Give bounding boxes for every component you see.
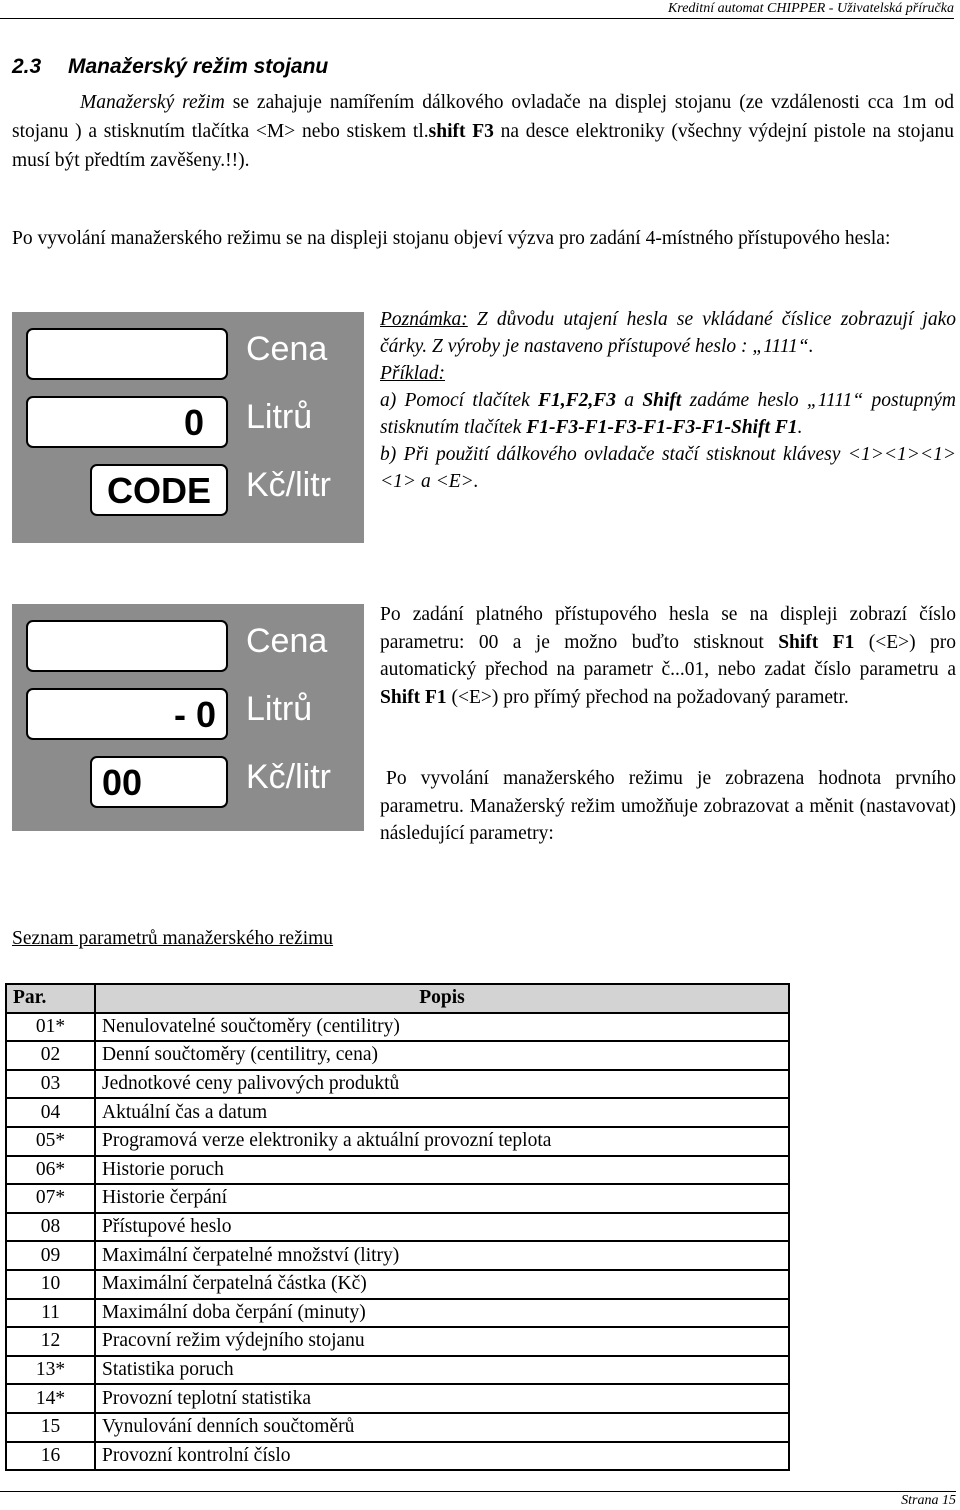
table-row xyxy=(6,1442,789,1471)
example-a-end: . xyxy=(797,417,803,438)
intro-text-3: na desce elektroniky (všechny výdejní pistole na stojanu musí být předtím zavěšeny.!!). xyxy=(12,121,954,171)
param-code: 11 xyxy=(6,1299,95,1328)
example-b: b) Při použití dálkového ovladače stačí stisknout klávesy <1><1><1><1> a <E>. xyxy=(380,444,956,492)
pump-display-code xyxy=(12,312,364,543)
param-code: 07* xyxy=(6,1184,95,1213)
param-description: Maximální čerpatelná částka (Kč) xyxy=(95,1270,789,1299)
param-description: Pracovní režim výdejního stojanu xyxy=(95,1327,789,1356)
label2-kc-litr: Kč/litr xyxy=(246,758,331,796)
display-row-price xyxy=(26,328,228,380)
table-row xyxy=(6,1384,789,1413)
example-a-shift: Shift xyxy=(642,390,682,411)
display2-param-number: 00 xyxy=(102,762,143,803)
param-code: 09 xyxy=(6,1241,95,1270)
desc1-text-3: (<E>) pro přímý přechod na požadovaný parametr. xyxy=(446,686,849,708)
display2-liters-text: - 0 xyxy=(173,694,216,735)
page-header: Kreditní automat CHIPPER - Uživatelská příručka xyxy=(0,0,954,19)
param-code: 03 xyxy=(6,1070,95,1099)
table-row xyxy=(6,1327,789,1356)
label-cena: Cena xyxy=(246,330,328,368)
table-row xyxy=(6,1241,789,1270)
param-entry-paragraph xyxy=(380,601,956,711)
desc1-key-2: Shift F1 xyxy=(380,686,447,708)
parameter-table xyxy=(5,983,790,1471)
param-code: 06* xyxy=(6,1156,95,1185)
param-description: Historie poruch xyxy=(95,1156,789,1185)
desc1-key-1: Shift F1 xyxy=(778,631,855,653)
section-title: Manažerský režim stojanu xyxy=(68,55,329,78)
param-code: 02 xyxy=(6,1041,95,1070)
display-code-text: CODE xyxy=(106,470,211,511)
example-a-mid: a xyxy=(616,390,643,411)
param-code: 14* xyxy=(6,1384,95,1413)
example-a xyxy=(380,387,956,441)
intro-key-shift: shift F3 xyxy=(428,121,494,142)
example-a-pre: a) Pomocí tlačítek xyxy=(380,390,538,411)
desc1-text-1: Po zadání platného přístupového hesla se na displeji zobrazí číslo parametru: 00 a je možno buďto stisknout xyxy=(380,604,956,653)
col-header-par: Par. xyxy=(6,984,95,1013)
param-description: Nenulovatelné součtoměry (centilitry) xyxy=(95,1013,789,1042)
param-description: Provozní kontrolní číslo xyxy=(95,1442,789,1471)
param-entry-description xyxy=(380,601,956,711)
label2-litru: Litrů xyxy=(246,690,313,728)
note-block xyxy=(380,306,956,495)
table-row xyxy=(6,1156,789,1185)
param-code: 10 xyxy=(6,1270,95,1299)
param-code: 13* xyxy=(6,1356,95,1385)
table-row xyxy=(6,1098,789,1127)
label2-cena: Cena xyxy=(246,622,328,660)
intro-text-2: nebo stiskem tl. xyxy=(295,121,429,142)
note-paragraph xyxy=(380,306,956,360)
manager-mode-description: Po vyvolání manažerského režimu je zobrazena hodnota prvního parametru. Manažerský režim umožňuje zobrazovat a měnit (nastavovat) následující parametry: xyxy=(380,768,956,844)
param-code: 12 xyxy=(6,1327,95,1356)
param-description: Historie čerpání xyxy=(95,1184,789,1213)
intro-paragraph xyxy=(12,88,954,175)
label-kc-litr: Kč/litr xyxy=(246,466,331,504)
table-row xyxy=(6,1270,789,1299)
desc1-text-2: (<E>) pro automatický přechod na parametr č...01, nebo zadat číslo parametru a xyxy=(380,631,957,680)
table-row xyxy=(6,1127,789,1156)
table-row xyxy=(6,1413,789,1442)
prompt-paragraph: Po vyvolání manažerského režimu se na displeji stojanu objeví výzva pro zadání 4-místného přístupového hesla: xyxy=(12,228,891,249)
table-row xyxy=(6,1013,789,1042)
table-row xyxy=(6,1041,789,1070)
param-description: Denní součtoměry (centilitry, cena) xyxy=(95,1041,789,1070)
param-description: Aktuální čas a datum xyxy=(95,1098,789,1127)
table-row xyxy=(6,1299,789,1328)
param-code: 04 xyxy=(6,1098,95,1127)
display2-row-unit-price xyxy=(90,756,228,808)
label-litru: Litrů xyxy=(246,398,313,436)
param-description: Provozní teplotní statistika xyxy=(95,1384,789,1413)
table-row xyxy=(6,1070,789,1099)
param-code: 16 xyxy=(6,1442,95,1471)
param-description: Vynulování denních součtoměrů xyxy=(95,1413,789,1442)
table-header-row xyxy=(6,984,789,1013)
table-row xyxy=(6,1184,789,1213)
param-description: Programová verze elektroniky a aktuální provozní teplota xyxy=(95,1127,789,1156)
intro-key-m: <M> xyxy=(255,121,296,142)
param-description: Maximální doba čerpání (minuty) xyxy=(95,1299,789,1328)
intro-term: Manažerský režim xyxy=(80,92,225,113)
note-text: Z důvodu utajení hesla se vkládané číslice zobrazují jako čárky. Z výroby je nastaveno přístupové heslo : „1111“. xyxy=(380,309,956,357)
example-a-mid2: zadáme heslo „1111“ postupným stisknutím tlačítek xyxy=(380,390,956,438)
display-row-liters xyxy=(26,396,228,448)
section-heading xyxy=(12,55,328,79)
param-code: 15 xyxy=(6,1413,95,1442)
col-header-popis: Popis xyxy=(95,984,789,1013)
intro-text-1: se zahajuje namířením dálkového ovladače na displej stojanu (ze vzdálenosti cca 1m od stojanu ) a stisknutím tlačítka xyxy=(12,92,954,142)
table-row xyxy=(6,1213,789,1242)
section-number: 2.3 xyxy=(12,55,42,78)
note-label: Poznámka: xyxy=(380,309,468,330)
param-description: Statistika poruch xyxy=(95,1356,789,1385)
parameter-list-title: Seznam parametrů manažerského režimu xyxy=(12,928,334,949)
display2-row-price xyxy=(26,620,228,672)
page-footer xyxy=(0,1491,956,1510)
param-code: 08 xyxy=(6,1213,95,1242)
display-row-unit-price xyxy=(90,464,228,516)
page-number: Strana 15 xyxy=(901,1493,956,1508)
param-description: Jednotkové ceny palivových produktů xyxy=(95,1070,789,1099)
table-row xyxy=(6,1356,789,1385)
pump-display-param xyxy=(12,604,364,831)
display2-row-liters xyxy=(26,688,228,740)
display-row-liters-value: 0 xyxy=(183,402,204,443)
param-description: Maximální čerpatelné množství (litry) xyxy=(95,1241,789,1270)
param-description: Přístupové heslo xyxy=(95,1213,789,1242)
example-a-keys: F1,F2,F3 xyxy=(538,390,617,411)
example-a-sequence: F1-F3-F1-F3-F1-F3-F1-Shift F1 xyxy=(526,417,798,438)
example-label: Příklad: xyxy=(380,363,445,384)
param-code: 05* xyxy=(6,1127,95,1156)
param-code: 01* xyxy=(6,1013,95,1042)
